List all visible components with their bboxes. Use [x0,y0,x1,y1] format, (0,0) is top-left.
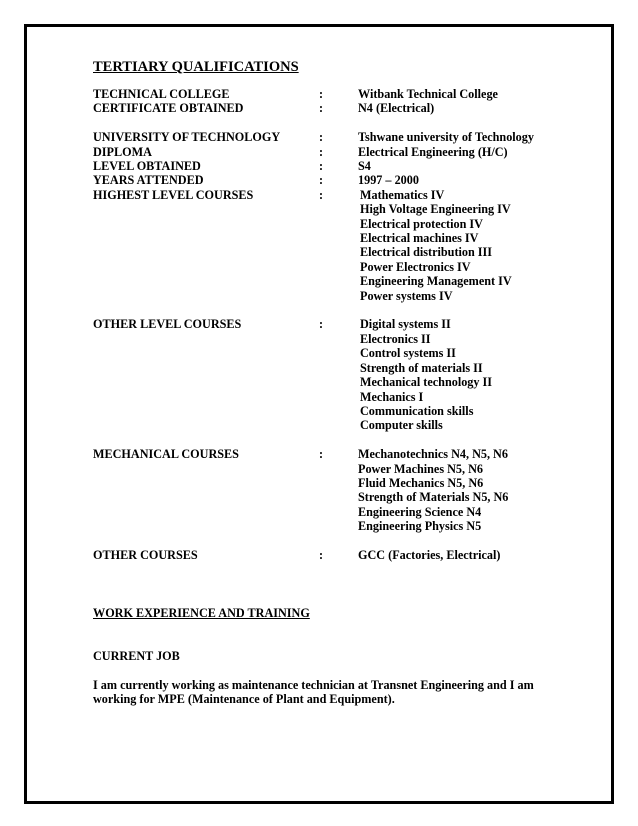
mechanical-courses-label: MECHANICAL COURSES [93,447,239,462]
technical-college-row [93,87,563,101]
list-item: Communication skills [360,403,474,418]
highest-courses-list [358,188,563,303]
diploma-value: Electrical Engineering (H/C) [358,144,508,159]
colon-separator: : [319,159,324,174]
years-value: 1997 – 2000 [358,173,419,188]
other-level-courses-row [93,317,563,432]
list-item: Mechanics I [360,389,424,404]
level-value: S4 [358,159,371,174]
list-item: Power systems IV [360,288,453,303]
colon-separator: : [319,317,324,332]
colon-separator: : [319,173,324,188]
list-item: Power Machines N5, N6 [358,461,484,476]
current-job-description: I am currently working as maintenance technician at Transnet Engineering and I am working for MPE (Maintenance of Plant and Equipment). [93,677,534,706]
colon-separator: : [319,101,324,116]
resume-document [93,58,563,706]
technical-college-label: TECHNICAL COLLEGE [93,87,230,101]
certificate-value: N4 (Electrical) [358,101,435,116]
list-item: Engineering Physics N5 [358,519,482,534]
university-label: UNIVERSITY OF TECHNOLOGY [93,130,281,145]
mechanical-courses-row [93,447,563,533]
colon-separator: : [319,87,324,101]
colon-separator: : [319,447,324,462]
other-courses-label: OTHER COURSES [93,547,198,562]
colon-separator: : [319,547,324,562]
certificate-row [93,101,563,115]
mechanical-courses-list [358,447,563,533]
list-item: High Voltage Engineering IV [360,202,511,217]
list-item: Control systems II [360,346,456,361]
university-row [93,130,563,144]
other-courses-row [93,548,563,562]
years-label: YEARS ATTENDED [93,173,204,188]
colon-separator: : [319,130,324,145]
list-item: Digital systems II [360,317,451,332]
diploma-label: DIPLOMA [93,144,152,159]
list-item: Power Electronics IV [360,259,471,274]
list-item: Engineering Science N4 [358,504,482,519]
level-row [93,159,563,173]
list-item: Electrical protection IV [360,216,483,231]
other-level-courses-list [358,317,563,432]
list-item: Engineering Management IV [360,274,512,289]
other-level-courses-label: OTHER LEVEL COURSES [93,317,242,332]
list-item: Electronics II [360,331,431,346]
certificate-label: CERTIFICATE OBTAINED [93,101,244,116]
list-item: Strength of Materials N5, N6 [358,490,509,505]
highest-courses-row [93,188,563,303]
university-value: Tshwane university of Technology [358,130,534,145]
list-item: Computer skills [360,418,443,433]
colon-separator: : [319,187,324,202]
list-item: Mechanical technology II [360,375,493,390]
level-label: LEVEL OBTAINED [93,159,201,174]
current-job-heading: CURRENT JOB [93,648,180,663]
technical-college-value: Witbank Technical College [358,87,498,101]
list-item: Electrical machines IV [360,231,479,246]
diploma-row [93,145,563,159]
years-row [93,173,563,187]
list-item: Strength of materials II [360,360,483,375]
colon-separator: : [319,144,324,159]
highest-courses-label: HIGHEST LEVEL COURSES [93,187,254,202]
list-item: Fluid Mechanics N5, N6 [358,475,484,490]
list-item: Mechanotechnics N4, N5, N6 [358,447,508,462]
list-item: Electrical distribution III [360,245,493,260]
work-experience-heading: WORK EXPERIENCE AND TRAINING [93,605,310,620]
list-item: Mathematics IV [360,187,445,202]
tertiary-qualifications-heading: TERTIARY QUALIFICATIONS [93,59,299,75]
other-courses-value: GCC (Factories, Electrical) [358,547,501,562]
